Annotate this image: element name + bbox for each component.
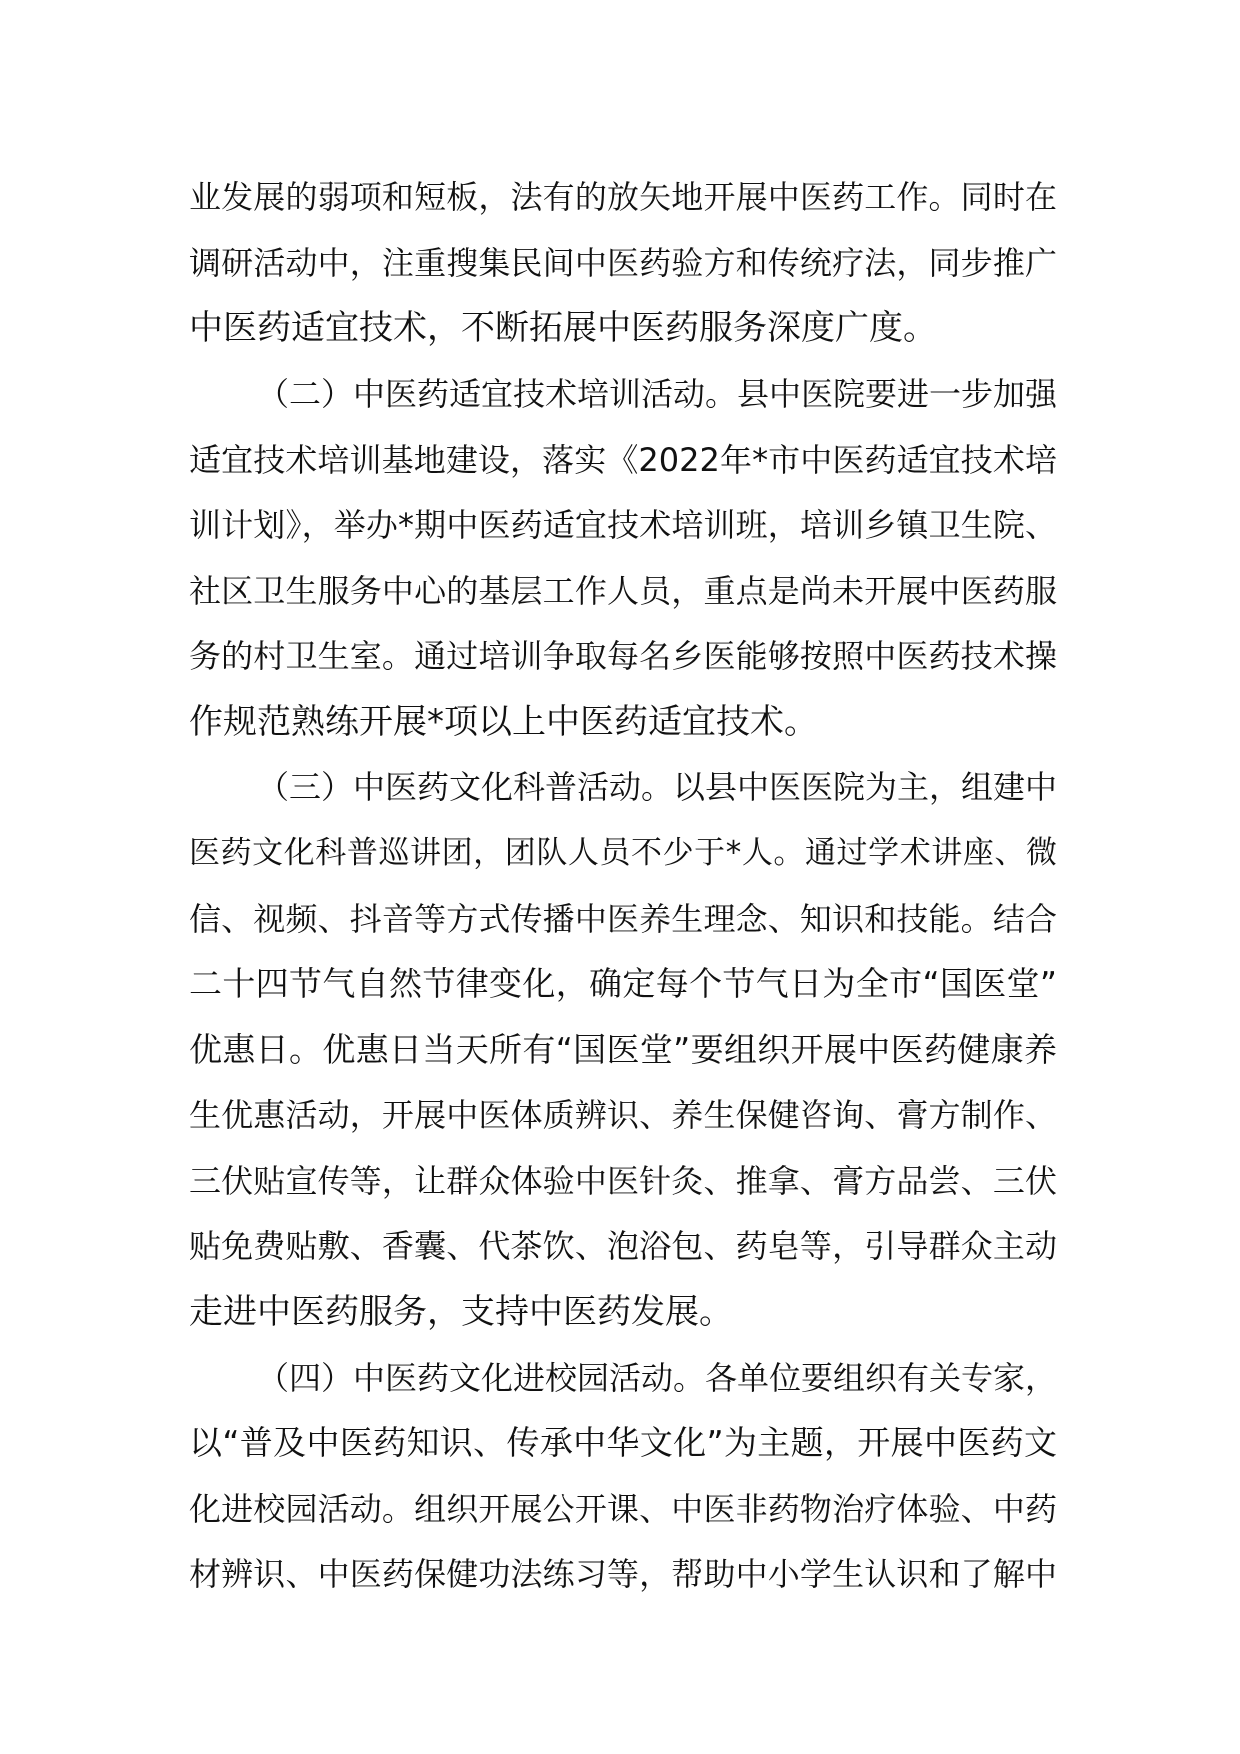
text-line: 训计划》，举办*期中医药适宜技术培训班，培训乡镇卫生院、: [189, 506, 1057, 544]
text-line: 材辨识、中医药保健功法练习等，帮助中小学生认识和了解中: [189, 1555, 1057, 1593]
text-line: 业发展的弱项和短板，法有的放矢地开展中医药工作。同时在: [189, 178, 1057, 216]
text-line: 生优惠活动，开展中医体质辨识、养生保健咨询、膏方制作、: [189, 1096, 1057, 1134]
paragraph-heading-line: （四）中医药文化进校园活动。各单位要组织有关专家，: [257, 1359, 1058, 1397]
text-line: 化进校园活动。组织开展公开课、中医非药物治疗体验、中药: [189, 1490, 1057, 1528]
paragraph-heading-line: （三）中医药文化科普活动。以县中医医院为主，组建中: [257, 768, 1058, 806]
text-line: 作规范熟练开展*项以上中医药适宜技术。: [189, 702, 818, 742]
text-line: 二十四节气自然节律变化，确定每个节气日为全市“国医堂”: [189, 964, 1057, 1003]
text-line: 务的村卫生室。通过培训争取每名乡医能够按照中医药技术操: [189, 637, 1057, 675]
text-line: 三伏贴宣传等，让群众体验中医针灸、推拿、膏方品尝、三伏: [189, 1162, 1057, 1200]
text-line: 调研活动中，注重搜集民间中医药验方和传统疗法，同步推广: [189, 244, 1057, 282]
text-line: 优惠日。优惠日当天所有“国医堂”要组织开展中医药健康养: [189, 1030, 1057, 1069]
text-line: 适宜技术培训基地建设，落实《2022年*市中医药适宜技术培: [189, 441, 1057, 479]
text-line: 社区卫生服务中心的基层工作人员，重点是尚未开展中医药服: [189, 572, 1057, 610]
text-line: 信、视频、抖音等方式传播中医养生理念、知识和技能。结合: [189, 900, 1057, 938]
text-line: 医药文化科普巡讲团，团队人员不少于*人。通过学术讲座、微: [189, 835, 1057, 871]
text-line: 走进中医药服务，支持中医药发展。: [189, 1292, 733, 1332]
text-line: 贴免费贴敷、香囊、代茶饮、泡浴包、药皂等，引导群众主动: [189, 1227, 1057, 1265]
paragraph-heading-line: （二）中医药适宜技术培训活动。县中医院要进一步加强: [257, 375, 1058, 413]
text-line: 中医药适宜技术，不断拓展中医药服务深度广度。: [189, 308, 937, 348]
text-line: 以“普及中医药知识、传承中华文化”为主题，开展中医药文: [189, 1423, 1057, 1462]
